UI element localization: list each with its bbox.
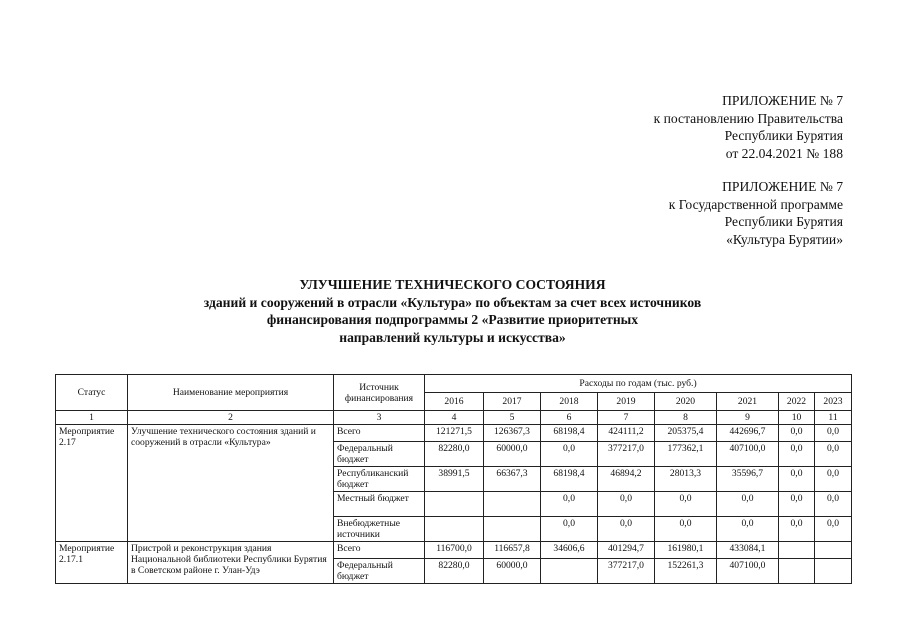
value-cell: 60000,0 (484, 559, 541, 584)
header-year: 2020 (655, 393, 717, 411)
value-cell: 38991,5 (425, 467, 484, 492)
appendix-block-resolution (654, 92, 843, 162)
title-line: УЛУЧШЕНИЕ ТЕХНИЧЕСКОГО СОСТОЯНИЯ (299, 277, 606, 292)
status-cell: Мероприятие 2.17.1 (56, 542, 128, 584)
header-year: 2016 (425, 393, 484, 411)
value-cell: 407100,0 (717, 442, 779, 467)
document-title (0, 276, 905, 346)
value-cell: 116657,8 (484, 542, 541, 559)
header-year: 2017 (484, 393, 541, 411)
value-cell: 68198,4 (541, 425, 598, 442)
value-cell (425, 492, 484, 517)
value-cell: 60000,0 (484, 442, 541, 467)
value-cell: 82280,0 (425, 559, 484, 584)
value-cell: 177362,1 (655, 442, 717, 467)
value-cell (541, 559, 598, 584)
value-cell: 0,0 (815, 467, 852, 492)
header-expenses: Расходы по годам (тыс. руб.) (425, 375, 852, 393)
header-year: 2021 (717, 393, 779, 411)
title-line: финансирования подпрограммы 2 «Развитие приоритетных (266, 312, 639, 327)
value-cell: 0,0 (598, 492, 655, 517)
header-year: 2019 (598, 393, 655, 411)
value-cell (425, 517, 484, 542)
value-cell: 407100,0 (717, 559, 779, 584)
value-cell: 0,0 (717, 492, 779, 517)
source-cell: Республиканский бюджет (334, 467, 425, 492)
column-index: 7 (598, 411, 655, 425)
column-index: 5 (484, 411, 541, 425)
title-line: направлений культуры и искусства» (339, 329, 566, 345)
column-index: 8 (655, 411, 717, 425)
value-cell (815, 542, 852, 559)
value-cell: 205375,4 (655, 425, 717, 442)
appendix-line: к постановлению Правительства (653, 110, 843, 126)
source-cell: Всего (334, 425, 425, 442)
value-cell: 433084,1 (717, 542, 779, 559)
value-cell (484, 517, 541, 542)
value-cell: 401294,7 (598, 542, 655, 559)
value-cell: 0,0 (779, 492, 815, 517)
value-cell: 0,0 (541, 517, 598, 542)
source-cell: Местный бюджет (334, 492, 425, 517)
appendix-line: ПРИЛОЖЕНИЕ № 7 (722, 179, 843, 194)
title-line: зданий и сооружений в отрасли «Культура» по объектам за счет всех источников (203, 294, 702, 310)
value-cell: 0,0 (655, 492, 717, 517)
value-cell: 442696,7 (717, 425, 779, 442)
value-cell (779, 542, 815, 559)
column-index: 10 (779, 411, 815, 425)
header-status: Статус (56, 375, 128, 411)
appendix-line: Республики Бурятия (724, 128, 843, 143)
appendix-line: ПРИЛОЖЕНИЕ № 7 (722, 93, 843, 108)
column-index: 1 (56, 411, 128, 425)
value-cell: 28013,3 (655, 467, 717, 492)
column-index: 2 (128, 411, 334, 425)
value-cell: 116700,0 (425, 542, 484, 559)
measure-name-cell: Пристрой и реконструкция здания Национальной библиотеки Республики Бурятия в Советском районе г. Улан-Удэ (128, 542, 334, 584)
header-year: 2022 (779, 393, 815, 411)
appendix-line: «Культура Бурятии» (726, 231, 843, 247)
value-cell (779, 559, 815, 584)
value-cell (815, 559, 852, 584)
table-row (56, 542, 852, 559)
appendix-line: к Государственной программе (668, 196, 843, 212)
value-cell: 121271,5 (425, 425, 484, 442)
value-cell: 152261,3 (655, 559, 717, 584)
funding-table (55, 374, 852, 584)
appendix-line: Республики Бурятия (724, 214, 843, 229)
value-cell: 0,0 (815, 442, 852, 467)
value-cell: 0,0 (779, 442, 815, 467)
value-cell: 35596,7 (717, 467, 779, 492)
value-cell: 0,0 (779, 517, 815, 542)
source-cell: Федеральный бюджет (334, 442, 425, 467)
value-cell: 0,0 (779, 467, 815, 492)
value-cell: 0,0 (779, 425, 815, 442)
value-cell: 377217,0 (598, 559, 655, 584)
value-cell: 68198,4 (541, 467, 598, 492)
column-index: 3 (334, 411, 425, 425)
source-cell: Федеральный бюджет (334, 559, 425, 584)
value-cell: 0,0 (655, 517, 717, 542)
source-cell: Всего (334, 542, 425, 559)
column-index-row (56, 411, 852, 425)
value-cell: 82280,0 (425, 442, 484, 467)
value-cell: 161980,1 (655, 542, 717, 559)
value-cell: 0,0 (717, 517, 779, 542)
header-year: 2018 (541, 393, 598, 411)
value-cell: 0,0 (815, 492, 852, 517)
value-cell: 0,0 (541, 492, 598, 517)
column-index: 11 (815, 411, 852, 425)
source-cell: Внебюджетные источники (334, 517, 425, 542)
value-cell: 424111,2 (598, 425, 655, 442)
column-index: 9 (717, 411, 779, 425)
value-cell (484, 492, 541, 517)
value-cell: 66367,3 (484, 467, 541, 492)
value-cell: 46894,2 (598, 467, 655, 492)
value-cell: 0,0 (815, 425, 852, 442)
header-source: Источник финансирования (334, 375, 425, 411)
header-year: 2023 (815, 393, 852, 411)
appendix-block-program (669, 178, 843, 248)
value-cell: 377217,0 (598, 442, 655, 467)
value-cell: 0,0 (815, 517, 852, 542)
table-row (56, 425, 852, 442)
column-index: 4 (425, 411, 484, 425)
header-name: Наименование мероприятия (128, 375, 334, 411)
value-cell: 34606,6 (541, 542, 598, 559)
column-index: 6 (541, 411, 598, 425)
appendix-line: от 22.04.2021 № 188 (725, 145, 843, 161)
status-cell: Мероприятие 2.17 (56, 425, 128, 542)
measure-name-cell: Улучшение технического состояния зданий и сооружений в отрасли «Культура» (128, 425, 334, 542)
value-cell: 126367,3 (484, 425, 541, 442)
value-cell: 0,0 (541, 442, 598, 467)
value-cell: 0,0 (598, 517, 655, 542)
